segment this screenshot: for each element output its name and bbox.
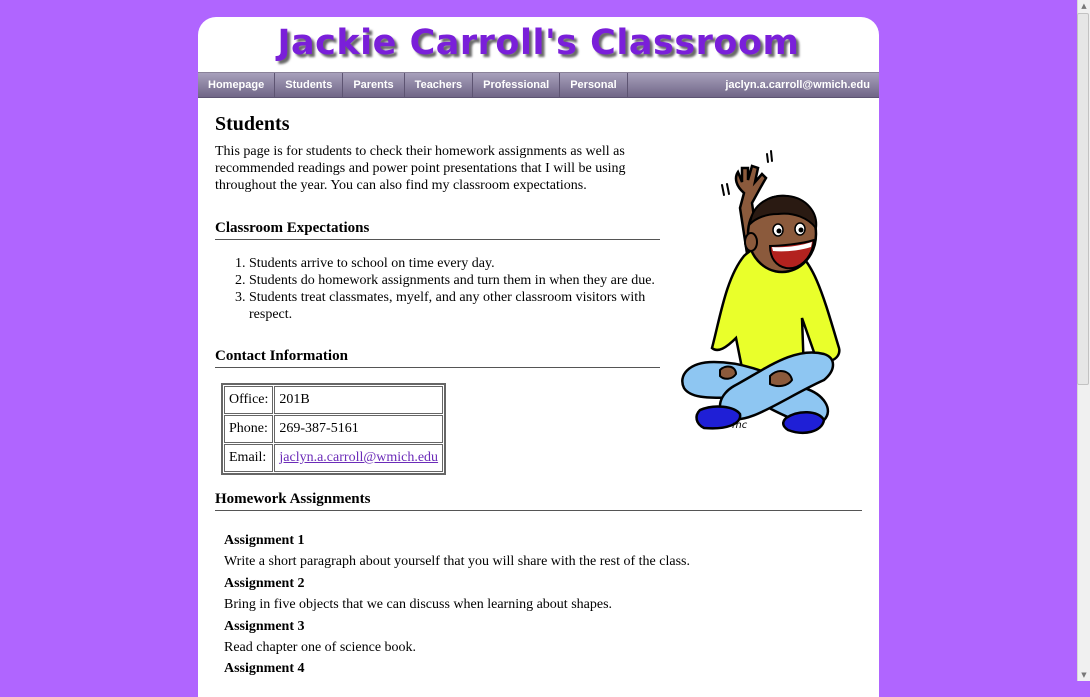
contact-table [221, 383, 446, 475]
contact-email-cell [274, 444, 443, 472]
homework-heading: Homework Assignments [215, 490, 862, 511]
page-container [198, 17, 879, 697]
contact-label: Email: [224, 444, 273, 472]
scroll-up-icon[interactable]: ▲ [1081, 2, 1087, 10]
nav-homepage[interactable]: Homepage [198, 73, 275, 97]
assignment-title: Assignment 1 [224, 533, 305, 548]
nav-email[interactable]: jaclyn.a.carroll@wmich.edu [725, 79, 870, 91]
page-title: Students [215, 113, 290, 135]
nav-professional[interactable]: Professional [473, 73, 560, 97]
illustration-signature: mc [732, 420, 748, 431]
contact-heading: Contact Information [215, 347, 660, 368]
nav-parents[interactable]: Parents [343, 73, 404, 97]
assignment-text: Write a short paragraph about yourself that you will share with the rest of the class. [224, 554, 690, 569]
expectations-list [215, 255, 669, 323]
scroll-down-icon[interactable]: ▼ [1081, 671, 1087, 679]
assignment-title: Assignment 4 [224, 661, 305, 676]
contact-value: 269-387-5161 [274, 415, 443, 443]
list-item: 3. Students treat classmates, myelf, and any other classroom visitors with respect. [249, 289, 669, 323]
list-item: 2. Students do homework assignments and turn them in when they are due. [249, 272, 669, 289]
expectations-heading: Classroom Expectations [215, 219, 660, 240]
nav-students[interactable]: Students [275, 73, 343, 97]
site-title: Jackie Carroll's Classroom [277, 23, 800, 63]
nav-bar [198, 72, 879, 98]
intro-text: This page is for students to check their homework assignments as well as recommended readings and power point presentations that I will be using throughout the year. You can also find my classroom expectations. [215, 144, 626, 193]
assignment-title: Assignment 2 [224, 576, 305, 591]
email-link[interactable]: jaclyn.a.carroll@wmich.edu [279, 450, 439, 465]
student-raising-hand-illustration [674, 148, 850, 440]
assignment-text: Bring in five objects that we can discuss when learning about shapes. [224, 597, 613, 612]
nav-personal[interactable]: Personal [560, 73, 627, 97]
assignment-text: Read chapter one of science book. [224, 640, 417, 655]
vertical-scrollbar[interactable] [1077, 0, 1090, 681]
table-row [224, 415, 443, 443]
table-row [224, 444, 443, 472]
list-item: 1. Students arrive to school on time every day. [249, 255, 669, 272]
contact-label: Office: [224, 386, 273, 414]
contact-label: Phone: [224, 415, 273, 443]
assignment-title: Assignment 3 [224, 619, 305, 634]
contact-value: 201B [274, 386, 443, 414]
table-row [224, 386, 443, 414]
scrollbar-thumb[interactable] [1077, 13, 1089, 385]
nav-teachers[interactable]: Teachers [405, 73, 474, 97]
